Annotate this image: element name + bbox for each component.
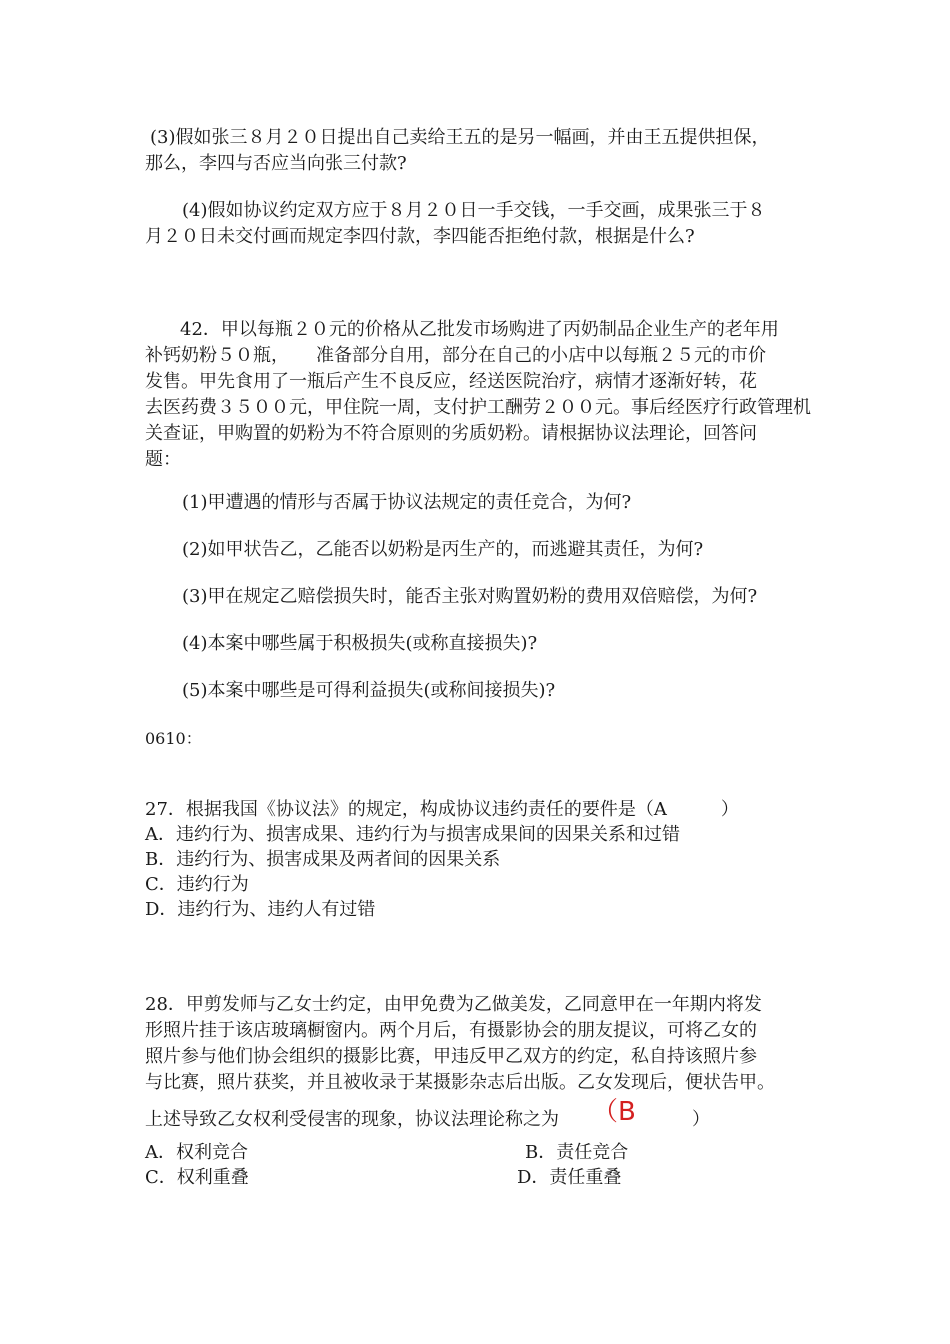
q42-sub1: (1)甲遭遇的情形与否属于协议法规定的责任竞合，为何? — [182, 492, 632, 513]
q28-line2: 形照片挂于该店玻璃橱窗内。两个月后，有摄影协会的朋友提议，可将乙女的 — [145, 1020, 757, 1041]
q42-line2: 补钙奶粉５０瓶， 准备部分自用，部分在自己的小店中以每瓶２５元的市价 — [145, 345, 766, 366]
q28-close-paren: ） — [692, 1109, 710, 1130]
q28-answer: （B — [592, 1097, 636, 1127]
section-label: 0610： — [145, 729, 202, 748]
q42-line5: 关查证，甲购置的奶粉为不符合原则的劣质奶粉。请根据协议法理论，回答问 — [145, 423, 757, 444]
q42-line1: 42．甲以每瓶２０元的价格从乙批发市场购进了丙奶制品企业生产的老年用 — [180, 319, 779, 340]
q27-option-b: B．违约行为、损害成果及两者间的因果关系 — [145, 849, 501, 870]
q42-sub5: (5)本案中哪些是可得利益损失(或称间接损失)? — [182, 680, 556, 701]
q27-stem: 27．根据我国《协议法》的规定，构成协议违约责任的要件是（A ） — [145, 799, 739, 820]
q41-sub4-line2: 月２０日未交付画而规定李四付款，李四能否拒绝付款，根据是什么? — [145, 226, 695, 247]
q27-option-d: D．违约行为、违约人有过错 — [145, 899, 376, 920]
q28-option-c: C．权利重叠 — [145, 1167, 249, 1188]
q28-option-a: A．权利竞合 — [145, 1142, 248, 1163]
q41-sub4-line1: (4)假如协议约定双方应于８月２０日一手交钱，一手交画，成果张三于８ — [182, 200, 766, 221]
q42-line4: 去医药费３５００元，甲住院一周，支付护工酬劳２００元。事后经医疗行政管理机 — [145, 397, 811, 418]
q42-line3: 发售。甲先食用了一瓶后产生不良反应，经送医院治疗，病情才逐渐好转，花 — [145, 371, 757, 392]
q28-line3: 照片参与他们协会组织的摄影比赛，甲违反甲乙双方的约定，私自持该照片参 — [145, 1046, 757, 1067]
q28-line4: 与比赛，照片获奖，并且被收录于某摄影杂志后出版。乙女发现后，便状告甲。 — [145, 1072, 775, 1093]
q27-option-c: C．违约行为 — [145, 874, 249, 895]
q42-line6: 题： — [145, 449, 181, 470]
q28-option-d: D．责任重叠 — [517, 1167, 622, 1188]
q42-sub4: (4)本案中哪些属于积极损失(或称直接损失)? — [182, 633, 538, 654]
q41-sub3-line2: 那么，李四与否应当向张三付款? — [145, 153, 407, 174]
q42-sub2: (2)如甲状告乙，乙能否以奶粉是丙生产的，而逃避其责任，为何? — [182, 539, 704, 560]
q42-sub3: (3)甲在规定乙赔偿损失时，能否主张对购置奶粉的费用双倍赔偿，为何? — [182, 586, 758, 607]
q41-sub3-line1: (3)假如张三８月２０日提出自己卖给王五的是另一幅画，并由王五提供担保， — [150, 127, 770, 148]
q27-option-a: A．违约行为、损害成果、违约行为与损害成果间的因果关系和过错 — [145, 824, 680, 845]
q28-line1: 28．甲剪发师与乙女士约定，由甲免费为乙做美发，乙同意甲在一年期内将发 — [145, 994, 762, 1015]
q28-line5: 上述导致乙女权利受侵害的现象，协议法理论称之为 — [145, 1109, 559, 1130]
q28-option-b: B．责任竞合 — [525, 1142, 629, 1163]
